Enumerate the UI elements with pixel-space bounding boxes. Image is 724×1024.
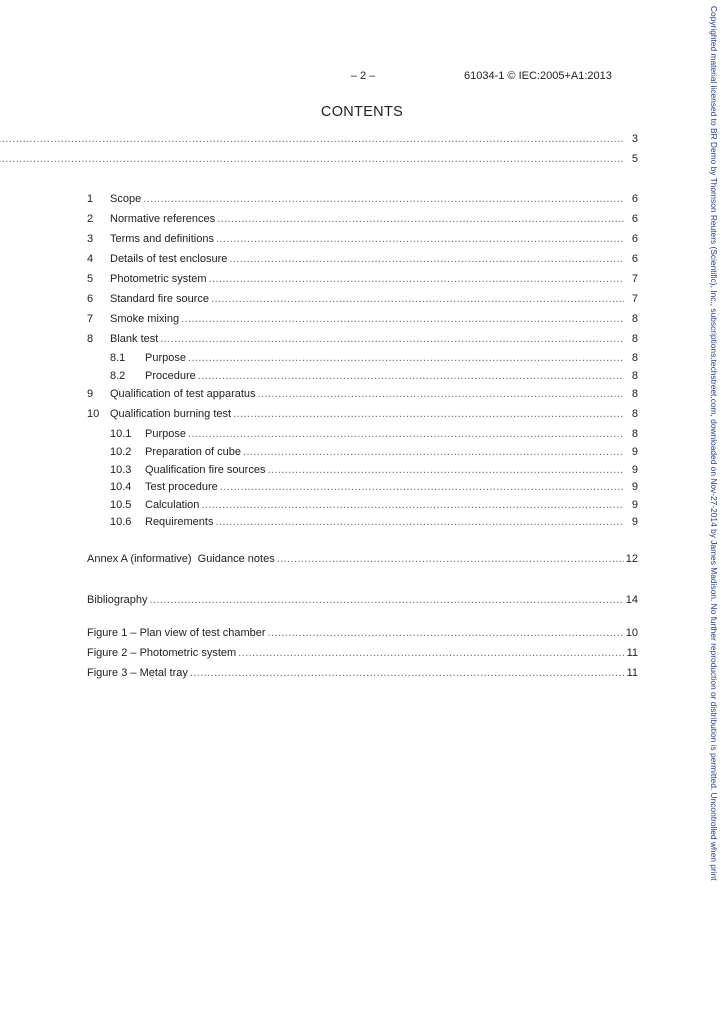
toc-page-number: 10 bbox=[625, 627, 638, 639]
toc-page-number: 8 bbox=[624, 331, 638, 347]
toc-clause-number: 4 bbox=[87, 253, 94, 265]
toc-entry-clause-10-2[interactable] bbox=[87, 444, 638, 460]
toc-page-number: 8 bbox=[624, 311, 638, 327]
toc-page-number: 9 bbox=[624, 444, 638, 460]
toc-page-number: 6 bbox=[624, 231, 638, 247]
toc-clause-number: 10.6 bbox=[110, 516, 132, 528]
toc-page-number: 8 bbox=[624, 350, 638, 366]
toc-entry-text: Bibliography bbox=[87, 594, 148, 606]
toc-entry-text: Scope bbox=[110, 193, 142, 205]
toc-entry-text: Blank test bbox=[110, 333, 159, 345]
toc-entry-text: Requirements bbox=[145, 516, 214, 528]
toc-entry-clause-8-2[interactable] bbox=[87, 368, 638, 384]
toc-page-number: 12 bbox=[625, 553, 638, 565]
toc-clause-number: 3 bbox=[87, 233, 94, 245]
toc-page-number: 5 bbox=[624, 151, 638, 167]
toc-clause-number: 10.4 bbox=[110, 481, 132, 493]
toc-clause-number: 9 bbox=[87, 388, 94, 400]
toc-page-number: 9 bbox=[624, 497, 638, 513]
toc-clause-number: 10 bbox=[87, 408, 100, 420]
toc-entry-annex-a[interactable] bbox=[87, 551, 638, 567]
toc-entry-clause-4[interactable] bbox=[87, 251, 638, 267]
toc-entry-text: Annex A (informative) Guidance notes bbox=[87, 553, 275, 565]
toc-entry-text: Standard fire source bbox=[110, 293, 210, 305]
toc-entry-text: Terms and definitions bbox=[110, 233, 214, 245]
toc-clause-number: 7 bbox=[87, 313, 94, 325]
toc-entry-bibliography[interactable] bbox=[87, 592, 638, 608]
toc-page-number: 6 bbox=[624, 191, 638, 207]
toc-entry-clause-10-5[interactable] bbox=[87, 497, 638, 513]
toc-entry-text: Details of test enclosure bbox=[110, 253, 228, 265]
toc-entry-clause-8[interactable] bbox=[87, 331, 638, 347]
toc-page-number: 9 bbox=[624, 479, 638, 495]
toc-entry-text: Figure 3 – Metal tray bbox=[87, 667, 188, 679]
toc-clause-number: 8 bbox=[87, 333, 94, 345]
toc-clause-number: 10.1 bbox=[110, 428, 132, 440]
toc-entry-text: Figure 1 – Plan view of test chamber bbox=[87, 627, 266, 639]
toc-entry-text: Calculation bbox=[145, 499, 200, 511]
toc-entry-figure-3[interactable] bbox=[87, 665, 638, 681]
contents-title: CONTENTS bbox=[320, 104, 404, 120]
toc-entry-clause-6[interactable] bbox=[87, 291, 638, 307]
toc-entry-clause-10[interactable] bbox=[87, 406, 638, 422]
toc-page-number: 11 bbox=[624, 645, 638, 661]
toc-entry-clause-9[interactable] bbox=[87, 386, 638, 402]
toc-entry-text: Procedure bbox=[145, 370, 196, 382]
toc-entry-text: Preparation of cube bbox=[145, 446, 242, 458]
toc-entry-text: Qualification of test apparatus bbox=[110, 388, 256, 400]
toc-clause-number: 2 bbox=[87, 213, 94, 225]
toc-entry-figure-1[interactable] bbox=[87, 625, 638, 641]
toc-entry-text: Test procedure bbox=[145, 481, 218, 493]
toc-page-number: 8 bbox=[624, 368, 638, 384]
toc-entry-clause-10-1[interactable] bbox=[87, 426, 638, 442]
toc-entry-clause-8-1[interactable] bbox=[87, 350, 638, 366]
toc-page-number: 14 bbox=[625, 594, 638, 606]
toc-entry-text: Smoke mixing bbox=[110, 313, 180, 325]
toc-entry-text: Qualification burning test bbox=[110, 408, 232, 420]
toc-entry-figure-2[interactable] bbox=[87, 645, 638, 661]
toc-clause-number: 1 bbox=[87, 193, 94, 205]
toc-entry-clause-2[interactable] bbox=[87, 211, 638, 227]
toc-entry-clause-10-3[interactable] bbox=[87, 462, 638, 478]
toc-entry-foreword[interactable] bbox=[87, 131, 638, 147]
toc-entry-text: Figure 2 – Photometric system bbox=[87, 647, 237, 659]
toc-entry-introduction[interactable] bbox=[87, 151, 638, 167]
toc-page-number: 7 bbox=[624, 271, 638, 287]
toc-page-number: 8 bbox=[624, 426, 638, 442]
toc-clause-number: 10.2 bbox=[110, 446, 132, 458]
toc-page-number: 11 bbox=[624, 665, 638, 681]
toc-entry-text: Qualification fire sources bbox=[145, 464, 266, 476]
toc-entry-clause-1[interactable] bbox=[87, 191, 638, 207]
toc-clause-number: 10.5 bbox=[110, 499, 132, 511]
toc-entry-clause-5[interactable] bbox=[87, 271, 638, 287]
toc-entry-clause-10-6[interactable] bbox=[87, 514, 638, 530]
toc-page-number: 8 bbox=[624, 406, 638, 422]
toc-entry-text: Photometric system bbox=[110, 273, 207, 285]
toc-entry-text: Normative references bbox=[110, 213, 216, 225]
toc-clause-number: 8.1 bbox=[110, 352, 126, 364]
toc-entry-clause-3[interactable] bbox=[87, 231, 638, 247]
toc-clause-number: 8.2 bbox=[110, 370, 126, 382]
toc-page-number: 9 bbox=[624, 462, 638, 478]
toc-page-number: 6 bbox=[624, 251, 638, 267]
toc-page-number: 9 bbox=[624, 514, 638, 530]
toc-entry-text: Purpose bbox=[145, 352, 186, 364]
toc-entry-clause-10-4[interactable] bbox=[87, 479, 638, 495]
copyright-notice-strip bbox=[706, 4, 724, 1024]
page-number: – 2 – bbox=[350, 70, 376, 82]
toc-clause-number: 6 bbox=[87, 293, 94, 305]
toc-clause-number: 5 bbox=[87, 273, 94, 285]
toc-page-number: 8 bbox=[624, 386, 638, 402]
toc-page-number: 3 bbox=[624, 131, 638, 147]
toc-clause-number: 10.3 bbox=[110, 464, 132, 476]
toc-entry-clause-7[interactable] bbox=[87, 311, 638, 327]
standard-reference: 61034-1 © IEC:2005+A1:2013 bbox=[464, 70, 612, 82]
copyright-notice: Copyrighted material licensed to BR Demo by Thomson Reuters (Scientific), Inc., subscriptions.techstreet.com, downloaded on Nov-27-2014 by James Madison. No further reproduction or distribution is permitted. Uncontrolled when print bbox=[709, 6, 719, 881]
toc-page-number: 6 bbox=[624, 211, 638, 227]
toc-entry-text: Purpose bbox=[145, 428, 186, 440]
toc-page-number: 7 bbox=[624, 291, 638, 307]
